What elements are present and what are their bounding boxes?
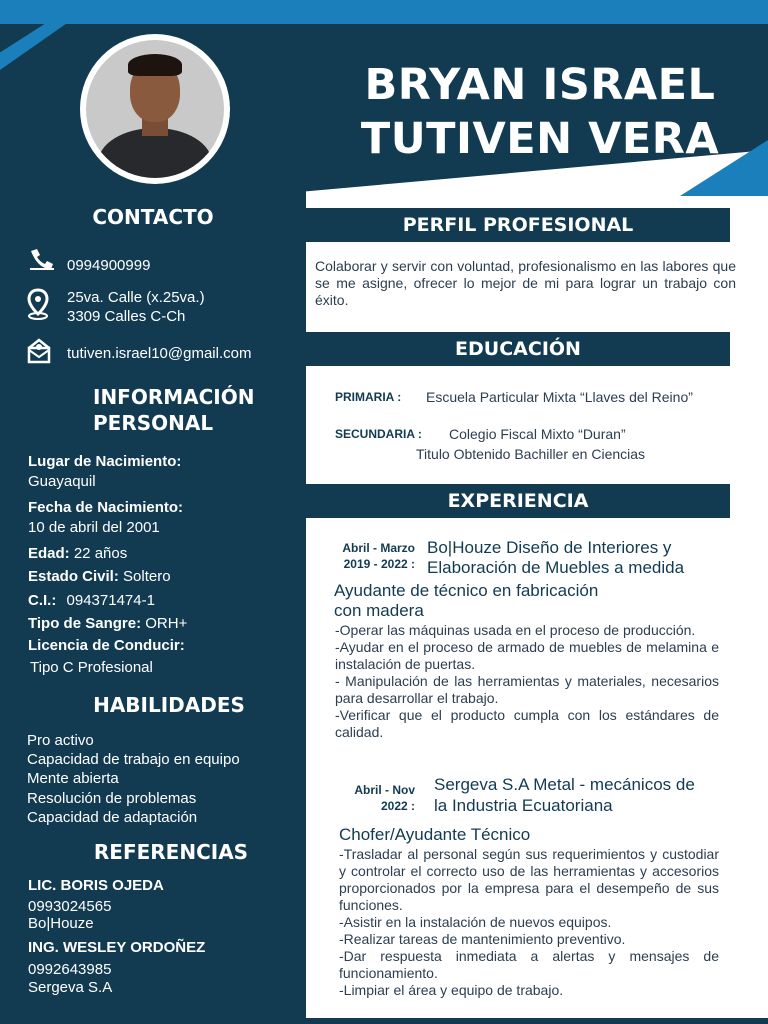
profile-text: Colaborar y servir con voluntad, profesionalismo en las labores que se me asigne, ofrecer lo mejor de mi para lograr un trabajo con éxito. (315, 258, 736, 308)
civil-status-value: Soltero (123, 568, 171, 585)
personal-heading-line-1: INFORMACIÓN (93, 385, 255, 409)
phone-icon (28, 247, 56, 277)
name-line-2: TUTIVEN VERA (360, 114, 720, 164)
job-date-line-1: Abril - Marzo (342, 541, 415, 555)
personal-heading-line-2: PERSONAL (93, 411, 214, 435)
id-label: C.I.: (28, 592, 57, 609)
birthplace-label: Lugar de Nacimiento: (28, 453, 182, 470)
job-company-line-1: Sergeva S.A Metal - mecánicos de (434, 775, 695, 794)
license-label: Licencia de Conducir: (28, 637, 185, 654)
civil-status-label: Estado Civil: (28, 568, 119, 585)
license-value: Tipo C Profesional (30, 659, 153, 676)
contact-heading: CONTACTO (92, 205, 214, 229)
id-row (28, 591, 155, 610)
age-row (28, 544, 127, 563)
footer-line (0, 1018, 768, 1024)
civil-status-row (28, 567, 171, 586)
primary-label: PRIMARIA : (335, 390, 402, 404)
birthdate-label: Fecha de Nacimiento: (28, 499, 184, 516)
reference-company: Sergeva S.A (28, 979, 113, 996)
blood-type-row (28, 614, 187, 633)
skill-item: Resolución de problemas (27, 790, 197, 807)
contact-address-line-1: 25va. Calle (x.25va.) (67, 289, 205, 306)
photo-hair (128, 54, 182, 76)
skill-item: Mente abierta (27, 770, 119, 787)
contact-address-line-2: 3309 Calles C-Ch (67, 308, 186, 325)
id-value: 094371474-1 (66, 592, 155, 609)
birthplace-value: Guayaquil (28, 473, 96, 490)
job-date-line-2: 2019 - 2022 : (343, 557, 415, 571)
job-role-line-1: Chofer/Ayudante Técnico (339, 825, 531, 844)
education-heading: EDUCACIÓN (306, 332, 730, 366)
profile-photo (86, 40, 224, 178)
job-company-line-2: la Industria Ecuatoriana (434, 796, 613, 815)
blood-type-value: ORH+ (145, 615, 188, 632)
job-company-line-2: Elaboración de Muebles a medida (427, 558, 685, 577)
secondary-school: Colegio Fiscal Mixto “Duran” (449, 426, 626, 442)
job-duties: -Operar las máquinas usada en el proceso de producción. -Ayudar en el proceso de armado de muebles de melamina e instalación de puertas. - Manipulación de las herramientas y materiales, necesarios para desarrollar el trabajo. -Verificar que el producto cumpla con los estándares de calidad. (335, 622, 719, 740)
skill-item: Capacidad de adaptación (27, 809, 198, 826)
blood-type-label: Tipo de Sangre: (28, 615, 142, 632)
reference-company: Bo|Houze (28, 915, 94, 932)
job-role-line-2: con madera (334, 601, 424, 620)
reference-phone[interactable]: 0992643985 (28, 961, 112, 978)
age-value: 22 años (73, 545, 128, 562)
job-company-line-1: Bo|Houze Diseño de Interiores y (427, 538, 672, 557)
age-label: Edad: (28, 545, 70, 562)
location-pin-icon (26, 288, 50, 326)
job-date-line-2: 2022 : (380, 799, 415, 813)
accent-stripe-top (0, 0, 768, 24)
name-line-1: BRYAN ISRAEL (364, 60, 716, 110)
full-name (320, 58, 760, 166)
skill-item: Capacidad de trabajo en equipo (27, 751, 240, 768)
job-date-line-1: Abril - Nov (354, 783, 415, 797)
birthdate-value: 10 de abril del 2001 (28, 519, 160, 536)
contact-phone[interactable]: 0994900999 (67, 257, 151, 274)
reference-phone[interactable]: 0993024565 (28, 898, 112, 915)
mail-icon (27, 338, 51, 372)
secondary-label: SECUNDARIA : (335, 427, 422, 441)
skill-item: Pro activo (27, 732, 94, 749)
primary-school: Escuela Particular Mixta “Llaves del Reino” (426, 389, 693, 405)
degree: Titulo Obtenido Bachiller en Ciencias (416, 446, 646, 462)
job-role-line-1: Ayudante de técnico en fabricación (334, 581, 599, 600)
avatar (80, 34, 230, 184)
references-heading: REFERENCIAS (93, 840, 249, 864)
contact-email[interactable]: tutiven.israel10@gmail.com (67, 345, 252, 362)
skills-heading: HABILIDADES (93, 693, 245, 717)
profile-heading: PERFIL PROFESIONAL (306, 208, 730, 242)
job-duties: -Trasladar al personal según sus requerimientos y custodiar y controlar el correcto uso de las herramientas y accesorios proporcionados por la empresa para el desempeño de sus funciones. -Asistir en la instalación de nuevos equipos. -Realizar tareas de mantenimiento preventivo. -Dar respuesta inmediata a alertas y mensajes de funcionamiento. -Limpiar el área y equipo de trabajo. (339, 846, 719, 998)
reference-name: LIC. BORIS OJEDA (28, 877, 164, 894)
reference-name: ING. WESLEY ORDOÑEZ (28, 939, 206, 956)
experience-heading: EXPERIENCIA (306, 484, 730, 518)
